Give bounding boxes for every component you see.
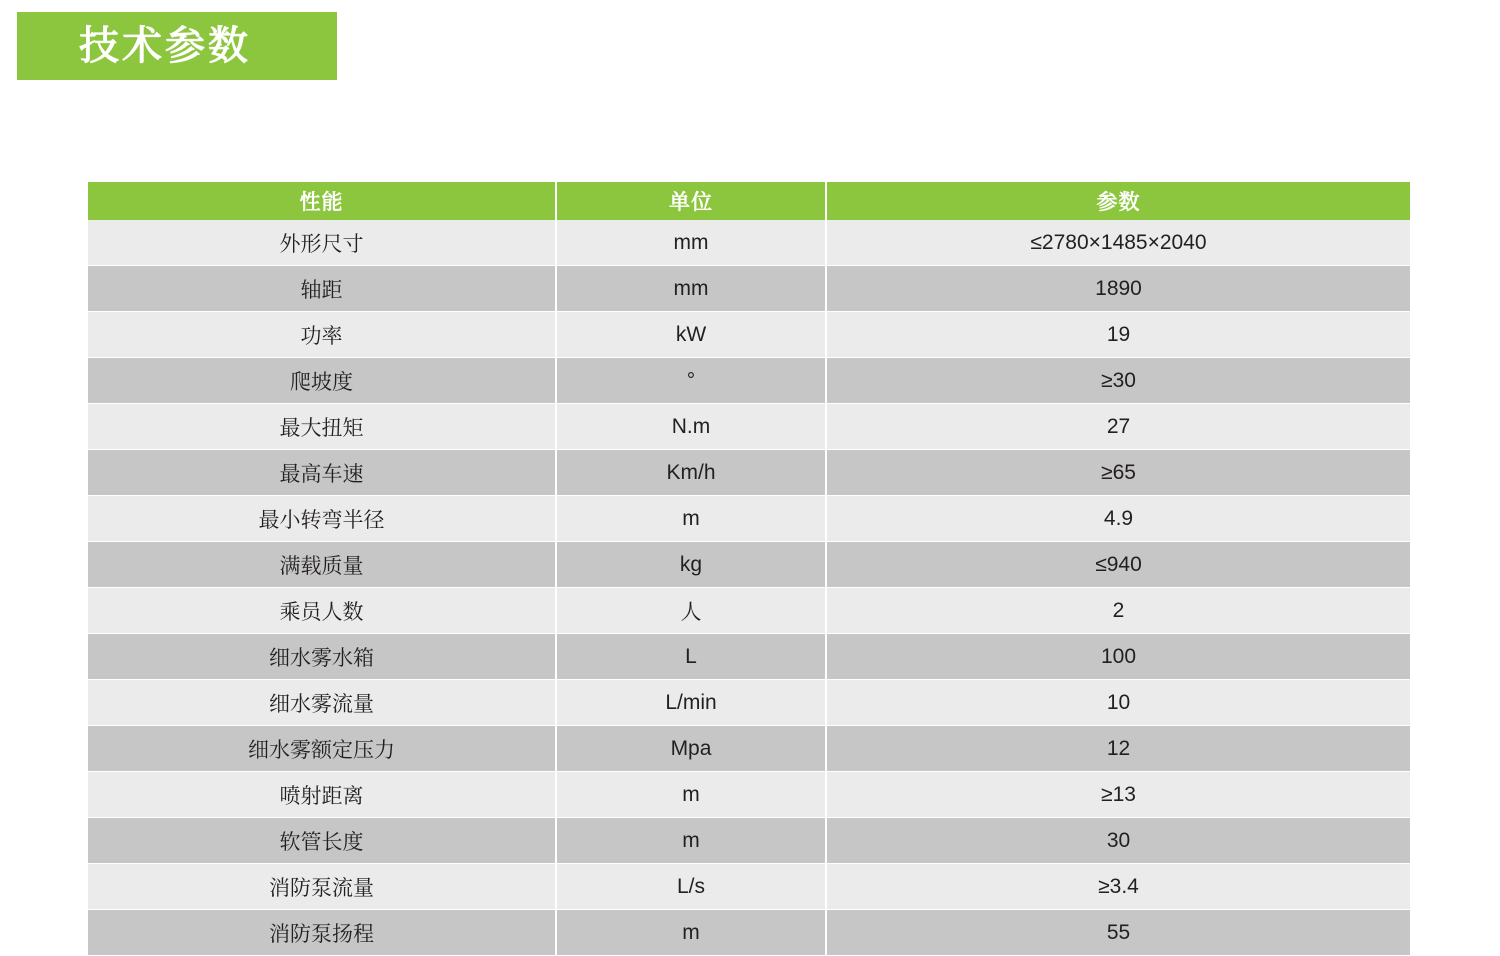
cell-parameter: ≥65 <box>826 450 1410 496</box>
cell-unit: m <box>556 496 826 542</box>
cell-unit: Mpa <box>556 726 826 772</box>
cell-parameter: 19 <box>826 312 1410 358</box>
specifications-table <box>88 182 1410 956</box>
specifications-table-container <box>88 182 1410 956</box>
table-row <box>88 818 1410 864</box>
cell-unit: L/s <box>556 864 826 910</box>
cell-performance: 细水雾水箱 <box>88 634 556 680</box>
cell-unit: m <box>556 818 826 864</box>
cell-performance: 最大扭矩 <box>88 404 556 450</box>
table-row <box>88 496 1410 542</box>
cell-unit: Km/h <box>556 450 826 496</box>
table-row <box>88 312 1410 358</box>
table-row <box>88 726 1410 772</box>
cell-parameter: ≥30 <box>826 358 1410 404</box>
cell-performance: 消防泵流量 <box>88 864 556 910</box>
cell-unit: m <box>556 910 826 956</box>
table-row <box>88 404 1410 450</box>
page-title-banner <box>17 12 337 80</box>
cell-unit: kg <box>556 542 826 588</box>
table-row <box>88 634 1410 680</box>
cell-parameter: 2 <box>826 588 1410 634</box>
table-body <box>88 220 1410 956</box>
column-header-performance: 性能 <box>88 182 556 220</box>
cell-performance: 乘员人数 <box>88 588 556 634</box>
table-row <box>88 864 1410 910</box>
table-row <box>88 588 1410 634</box>
cell-parameter: 4.9 <box>826 496 1410 542</box>
cell-parameter: ≤940 <box>826 542 1410 588</box>
cell-performance: 满载质量 <box>88 542 556 588</box>
cell-performance: 功率 <box>88 312 556 358</box>
cell-parameter: 10 <box>826 680 1410 726</box>
page-title: 技术参数 <box>79 24 251 68</box>
table-row <box>88 358 1410 404</box>
cell-parameter: 27 <box>826 404 1410 450</box>
cell-unit: L/min <box>556 680 826 726</box>
cell-performance: 细水雾流量 <box>88 680 556 726</box>
cell-parameter: 100 <box>826 634 1410 680</box>
cell-performance: 软管长度 <box>88 818 556 864</box>
table-row <box>88 910 1410 956</box>
column-header-unit: 单位 <box>556 182 826 220</box>
column-header-parameter: 参数 <box>826 182 1410 220</box>
cell-performance: 喷射距离 <box>88 772 556 818</box>
table-row <box>88 266 1410 312</box>
cell-performance: 细水雾额定压力 <box>88 726 556 772</box>
cell-unit: mm <box>556 220 826 266</box>
cell-performance: 消防泵扬程 <box>88 910 556 956</box>
cell-unit: L <box>556 634 826 680</box>
cell-unit: mm <box>556 266 826 312</box>
cell-parameter: 12 <box>826 726 1410 772</box>
cell-performance: 外形尺寸 <box>88 220 556 266</box>
cell-unit: kW <box>556 312 826 358</box>
cell-unit: 人 <box>556 588 826 634</box>
table-row <box>88 220 1410 266</box>
cell-parameter: ≥13 <box>826 772 1410 818</box>
cell-performance: 爬坡度 <box>88 358 556 404</box>
cell-performance: 最高车速 <box>88 450 556 496</box>
cell-parameter: ≥3.4 <box>826 864 1410 910</box>
table-header <box>88 182 1410 220</box>
table-header-row <box>88 182 1410 220</box>
cell-parameter: 1890 <box>826 266 1410 312</box>
cell-parameter: ≤2780×1485×2040 <box>826 220 1410 266</box>
table-row <box>88 450 1410 496</box>
cell-unit: N.m <box>556 404 826 450</box>
cell-parameter: 30 <box>826 818 1410 864</box>
cell-performance: 最小转弯半径 <box>88 496 556 542</box>
table-row <box>88 680 1410 726</box>
cell-performance: 轴距 <box>88 266 556 312</box>
table-row <box>88 772 1410 818</box>
cell-unit: ° <box>556 358 826 404</box>
cell-unit: m <box>556 772 826 818</box>
table-row <box>88 542 1410 588</box>
cell-parameter: 55 <box>826 910 1410 956</box>
